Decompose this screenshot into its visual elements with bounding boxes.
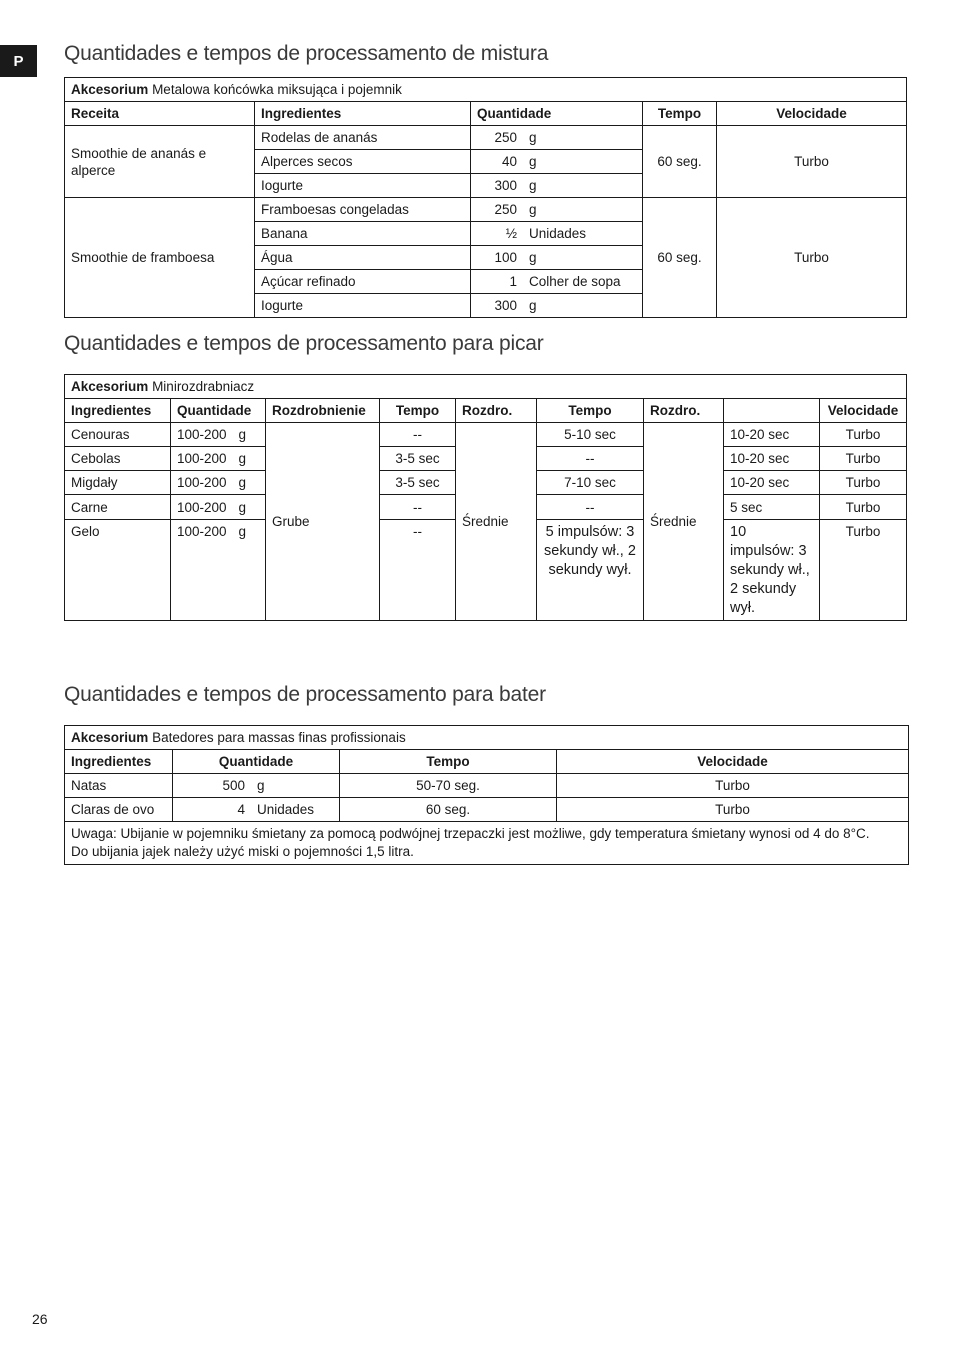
header-speed: Velocidade [717, 102, 907, 126]
header-quantity: Quantidade [471, 102, 643, 126]
grind-3-cell: Średnie [644, 423, 724, 621]
quantity-cell: 100 g [471, 246, 643, 270]
accessory-row [65, 726, 909, 750]
time-3-cell: 10-20 sec [724, 471, 820, 495]
note-cell [65, 822, 909, 865]
whipping-section-title: Quantidades e tempos de processamento para bater [64, 683, 546, 706]
time-1-cell: -- [380, 495, 456, 520]
ingredient-cell: Claras de ovo [65, 798, 173, 822]
ingredient-cell: Cenouras [65, 423, 171, 447]
header-ingredients: Ingredientes [65, 750, 173, 774]
time-2-cell: 5-10 sec [537, 423, 644, 447]
time-1-cell: -- [380, 520, 456, 621]
accessory-value: Minirozdrabniacz [152, 379, 255, 394]
accessory-row [65, 375, 907, 399]
ingredient-cell: Alperces secos [255, 150, 471, 174]
speed-cell: Turbo [717, 126, 907, 198]
table-row [65, 423, 907, 447]
quantity-cell: 500 g [173, 774, 340, 798]
page-number: 26 [32, 1311, 48, 1327]
time-3-cell: 10-20 sec [724, 447, 820, 471]
quantity-cell: 40 g [471, 150, 643, 174]
quantity-cell: 300 g [471, 294, 643, 318]
speed-cell: Turbo [820, 520, 907, 621]
ingredient-cell: Iogurte [255, 294, 471, 318]
header-recipe: Receita [65, 102, 255, 126]
header-ingredients: Ingredientes [65, 399, 171, 423]
quantity-cell: 250 g [471, 126, 643, 150]
time-2-cell: 5 impulsów: 3 sekundy wł., 2 sekundy wył. [537, 520, 644, 621]
speed-cell: Turbo [820, 471, 907, 495]
header-time-1: Tempo [380, 399, 456, 423]
ingredient-cell: Natas [65, 774, 173, 798]
speed-cell: Turbo [820, 423, 907, 447]
quantity-cell: ½ Unidades [471, 222, 643, 246]
header-grind-3: Rozdro. [644, 399, 724, 423]
accessory-value: Metalowa końcówka miksująca i pojemnik [152, 82, 402, 97]
time-3-cell: 10-20 sec [724, 423, 820, 447]
time-1-cell: 3-5 sec [380, 471, 456, 495]
quantity-cell: 100-200 g [171, 495, 266, 520]
chopping-section-title: Quantidades e tempos de processamento para picar [64, 332, 544, 355]
recipe-name: Smoothie de framboesa [65, 198, 255, 318]
header-time: Tempo [340, 750, 557, 774]
speed-cell: Turbo [557, 774, 909, 798]
speed-cell: Turbo [820, 447, 907, 471]
speed-cell: Turbo [820, 495, 907, 520]
table-row [65, 798, 909, 822]
header-row [65, 750, 909, 774]
accessory-row [65, 78, 907, 102]
quantity-cell: 100-200 g [171, 520, 266, 621]
ingredient-cell: Gelo [65, 520, 171, 621]
quantity-cell: 100-200 g [171, 423, 266, 447]
accessory-label: Akcesorium [71, 82, 149, 97]
ingredient-cell: Framboesas congeladas [255, 198, 471, 222]
quantity-cell: 1 Colher de sopa [471, 270, 643, 294]
header-row [65, 102, 907, 126]
header-grind-2: Rozdro. [456, 399, 537, 423]
time-cell: 50-70 seg. [340, 774, 557, 798]
accessory-value: Batedores para massas finas profissionais [152, 730, 406, 745]
language-tab: P [0, 45, 37, 77]
recipe-name: Smoothie de ananás e alperce [65, 126, 255, 198]
time-2-cell: -- [537, 447, 644, 471]
accessory-label: Akcesorium [71, 730, 149, 745]
ingredient-cell: Cebolas [65, 447, 171, 471]
header-quantity: Quantidade [173, 750, 340, 774]
header-quantity: Quantidade [171, 399, 266, 423]
whipping-table [64, 725, 909, 865]
time-1-cell: -- [380, 423, 456, 447]
chopping-table [64, 374, 907, 621]
header-speed: Velocidade [820, 399, 907, 423]
mixing-section-title: Quantidades e tempos de processamento de mistura [64, 42, 549, 65]
ingredient-cell: Migdały [65, 471, 171, 495]
ingredient-cell: Banana [255, 222, 471, 246]
time-cell: 60 seg. [643, 126, 717, 198]
grind-1-cell: Grube [266, 423, 380, 621]
header-ingredients: Ingredientes [255, 102, 471, 126]
quantity-cell: 300 g [471, 174, 643, 198]
accessory-label: Akcesorium [71, 379, 149, 394]
ingredient-cell: Água [255, 246, 471, 270]
header-speed: Velocidade [557, 750, 909, 774]
header-time-3 [724, 399, 820, 423]
grind-2-cell: Średnie [456, 423, 537, 621]
header-row [65, 399, 907, 423]
quantity-cell: 100-200 g [171, 447, 266, 471]
header-time-2: Tempo [537, 399, 644, 423]
time-3-cell: 10 impulsów: 3 sekundy wł., 2 sekundy wył. [724, 520, 820, 621]
ingredient-cell: Iogurte [255, 174, 471, 198]
table-row [65, 198, 907, 222]
time-cell: 60 seg. [340, 798, 557, 822]
mixing-table [64, 77, 907, 318]
table-row [65, 774, 909, 798]
note-line-2: Do ubijania jajek należy użyć miski o pojemności 1,5 litra. [71, 844, 414, 859]
speed-cell: Turbo [557, 798, 909, 822]
header-grind-1: Rozdrobnienie [266, 399, 380, 423]
time-1-cell: 3-5 sec [380, 447, 456, 471]
time-cell: 60 seg. [643, 198, 717, 318]
quantity-cell: 250 g [471, 198, 643, 222]
speed-cell: Turbo [717, 198, 907, 318]
table-row [65, 126, 907, 150]
time-2-cell: -- [537, 495, 644, 520]
ingredient-cell: Carne [65, 495, 171, 520]
time-3-cell: 5 sec [724, 495, 820, 520]
ingredient-cell: Rodelas de ananás [255, 126, 471, 150]
quantity-cell: 4 Unidades [173, 798, 340, 822]
note-line-1: Uwaga: Ubijanie w pojemniku śmietany za pomocą podwójnej trzepaczki jest możliwe, gdy temperatura śmietany wynosi od 4 do 8°C. [71, 826, 870, 841]
header-time: Tempo [643, 102, 717, 126]
quantity-cell: 100-200 g [171, 471, 266, 495]
time-2-cell: 7-10 sec [537, 471, 644, 495]
ingredient-cell: Açúcar refinado [255, 270, 471, 294]
